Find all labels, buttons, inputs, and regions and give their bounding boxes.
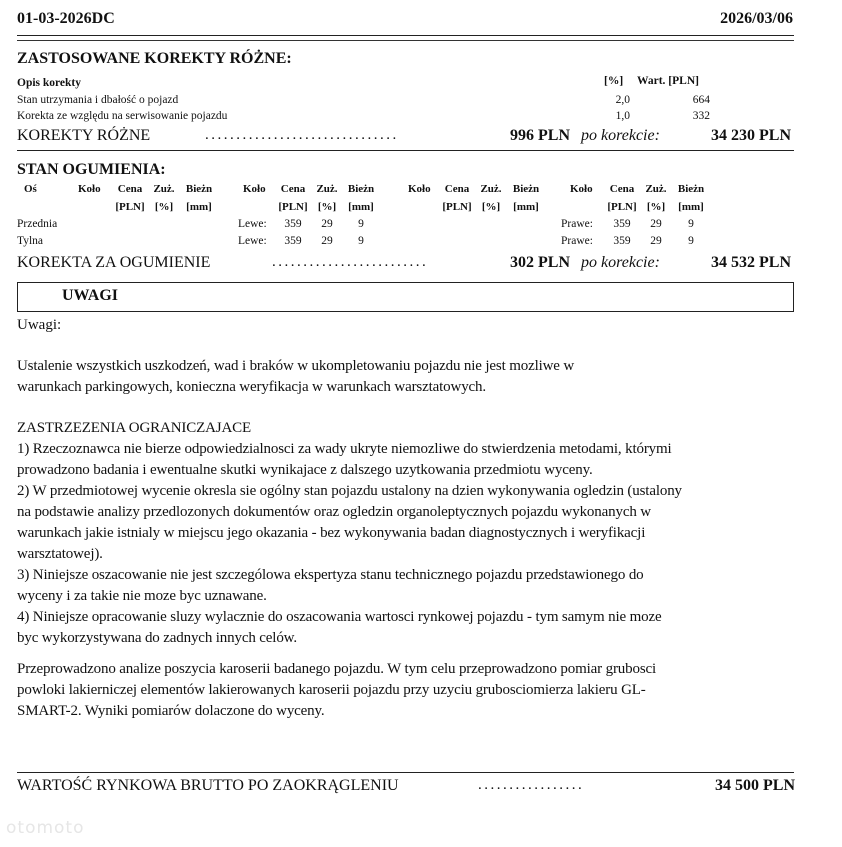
tires-col-tread-unit: [mm] — [348, 201, 374, 213]
correction-row-desc: Korekta ze względu na serwisowanie pojazdu — [17, 110, 228, 122]
tires-col-price-unit: [PLN] — [278, 201, 308, 213]
tires-col-wheel: Koło — [570, 183, 593, 195]
tires-col-price-unit: [PLN] — [442, 201, 472, 213]
tire-axle: Tylna — [17, 235, 44, 247]
watermark-logo: otomoto — [6, 818, 85, 838]
tires-summary-dots: ......................... — [272, 254, 429, 270]
tires-col-wear: Zuż. — [645, 183, 667, 195]
tire-left-wear: 29 — [321, 218, 333, 230]
tires-amount: 302 PLN — [510, 254, 570, 271]
corrections-col-desc: Opis korekty — [17, 77, 82, 89]
document-id: 01-03-2026DC — [17, 10, 115, 27]
tire-left-label: Lewe: — [238, 235, 267, 247]
tire-right-price: 359 — [613, 218, 631, 230]
notes-paragraph-3 — [17, 659, 656, 722]
corrections-col-val: Wart. [PLN] — [637, 75, 699, 87]
correction-row-value: 664 — [692, 94, 710, 106]
tire-right-label: Prawe: — [561, 235, 593, 247]
text-line: 2) W przedmiotowej wycenie okresla sie ogólny stan pojazdu ustalony na dzien wykonywania ogledzin (ustalony — [17, 483, 682, 499]
tires-col-axle: Oś — [24, 183, 37, 195]
correction-row-desc: Stan utrzymania i dbałość o pojazd — [17, 94, 179, 106]
corrections-divider — [17, 150, 794, 151]
text-line: SMART-2. Wyniki pomiarów dolaczone do wyceny. — [17, 703, 325, 719]
tires-col-wear-unit: [%] — [154, 201, 174, 213]
final-value-total: 34 500 PLN — [715, 777, 795, 794]
tires-col-tread: Bieżn — [347, 183, 375, 195]
text-line: 1) Rzeczoznawca nie bierze odpowiedzialnosci za wady ukryte niemozliwe do stwierdzenia metodami, którymi — [17, 441, 672, 457]
tires-col-wear-unit: [%] — [317, 201, 337, 213]
text-line: warunkach jakie istnialy w miejscu jego okazania - bez wykonywania badan diagnostycznych i weryfikacji — [17, 525, 646, 541]
text-line: wyceny i za takie nie moze byc uznawane. — [17, 588, 267, 604]
tires-col-wear: Zuż. — [480, 183, 502, 195]
corrections-after-label: po korekcie: — [581, 127, 660, 144]
final-value-label: WARTOŚĆ RYNKOWA BRUTTO PO ZAOKRĄGLENIU — [17, 777, 399, 794]
tires-col-wear: Zuż. — [153, 183, 175, 195]
tires-col-price: Cena — [280, 183, 306, 195]
tires-title: STAN OGUMIENIA: — [17, 161, 166, 178]
tire-left-price: 359 — [284, 218, 302, 230]
text-line: 3) Niniejsze oszacowanie nie jest szczególowa ekspertyza stanu technicznego pojazdu przedstawionego do — [17, 567, 644, 583]
tire-right-label: Prawe: — [561, 218, 593, 230]
correction-row-pct: 1,0 — [615, 110, 630, 122]
tire-left-wear: 29 — [321, 235, 333, 247]
text-line: warsztatowej). — [17, 546, 103, 562]
tire-left-price: 359 — [284, 235, 302, 247]
restrictions-title: ZASTRZEZENIA OGRANICZAJACE — [17, 420, 252, 436]
tires-col-tread: Bieżn — [677, 183, 705, 195]
tires-col-price: Cena — [609, 183, 635, 195]
tires-col-tread-unit: [mm] — [186, 201, 212, 213]
tires-total: 34 532 PLN — [711, 254, 791, 271]
tires-col-price-unit: [PLN] — [115, 201, 145, 213]
corrections-amount: 996 PLN — [510, 127, 570, 144]
text-line: warunkach parkingowych, konieczna weryfikacja w warunkach warsztatowych. — [17, 379, 486, 395]
corrections-summary-dots: ............................... — [205, 127, 399, 143]
text-line: Przeprowadzono analize poszycia karoserii badanego pojazdu. W tym celu przeprowadzono pomiar grubosci — [17, 661, 657, 677]
tire-right-tread: 9 — [688, 218, 694, 230]
notes-label: Uwagi: — [17, 317, 62, 333]
tires-after-label: po korekcie: — [581, 254, 660, 271]
text-line: powloki lakierniczej elementów lakierowanych karoserii pojazdu przy uzyciu grubosciomierza lakieru GL- — [17, 682, 646, 698]
text-line: na podstawie analizy przedlozonych dokumentów oraz ogledzin organoleptycznych pojazdu wykonanych w — [17, 504, 651, 520]
tire-left-label: Lewe: — [238, 218, 267, 230]
tire-left-tread: 9 — [358, 218, 364, 230]
text-line: 4) Niniejsze opracowanie sluzy wylacznie do oszacowania wartosci rynkowej pojazdu - tym samym nie moze — [17, 609, 662, 625]
final-divider — [17, 772, 794, 773]
corrections-summary-label: KOREKTY RÓŻNE — [17, 127, 151, 144]
tires-col-tread-unit: [mm] — [678, 201, 704, 213]
notes-paragraph-2 — [17, 418, 682, 649]
header-divider-2 — [17, 40, 794, 41]
tires-col-wear-unit: [%] — [481, 201, 501, 213]
tires-col-wheel: Koło — [78, 183, 101, 195]
corrections-col-pct: [%] — [604, 75, 624, 87]
tires-col-wheel: Koło — [243, 183, 266, 195]
tire-left-tread: 9 — [358, 235, 364, 247]
tire-right-tread: 9 — [688, 235, 694, 247]
correction-row-pct: 2,0 — [615, 94, 630, 106]
tires-col-price: Cena — [444, 183, 470, 195]
tires-col-tread: Bieżn — [512, 183, 540, 195]
tires-col-wear-unit: [%] — [646, 201, 666, 213]
tire-right-price: 359 — [613, 235, 631, 247]
tires-col-wear: Zuż. — [316, 183, 338, 195]
tires-col-price-unit: [PLN] — [607, 201, 637, 213]
text-line: Ustalenie wszystkich uszkodzeń, wad i braków w ukompletowaniu pojazdu nie jest mozliwe w — [17, 358, 575, 374]
notes-box — [17, 282, 794, 312]
header-divider — [17, 35, 794, 36]
tires-col-tread-unit: [mm] — [513, 201, 539, 213]
text-line: byc wykorzystywana do zadnych innych celów. — [17, 630, 297, 646]
tires-summary-label: KOREKTA ZA OGUMIENIE — [17, 254, 211, 271]
corrections-total: 34 230 PLN — [711, 127, 791, 144]
tire-axle: Przednia — [17, 218, 58, 230]
corrections-title: ZASTOSOWANE KOREKTY RÓŻNE: — [17, 50, 292, 67]
text-line: prowadzono badania i ewentualne skutki wynikajace z dalszego uzytkowania przedmiotu wyceny. — [17, 462, 593, 478]
tire-right-wear: 29 — [650, 218, 662, 230]
final-value-dots: ................. — [478, 777, 585, 793]
notes-box-title: UWAGI — [62, 287, 119, 304]
correction-row-value: 332 — [692, 110, 710, 122]
tire-right-wear: 29 — [650, 235, 662, 247]
document-date: 2026/03/06 — [720, 10, 793, 27]
tires-col-price: Cena — [117, 183, 143, 195]
tires-col-wheel: Koło — [408, 183, 431, 195]
notes-paragraph-1 — [17, 356, 574, 398]
tires-col-tread: Bieżn — [185, 183, 213, 195]
